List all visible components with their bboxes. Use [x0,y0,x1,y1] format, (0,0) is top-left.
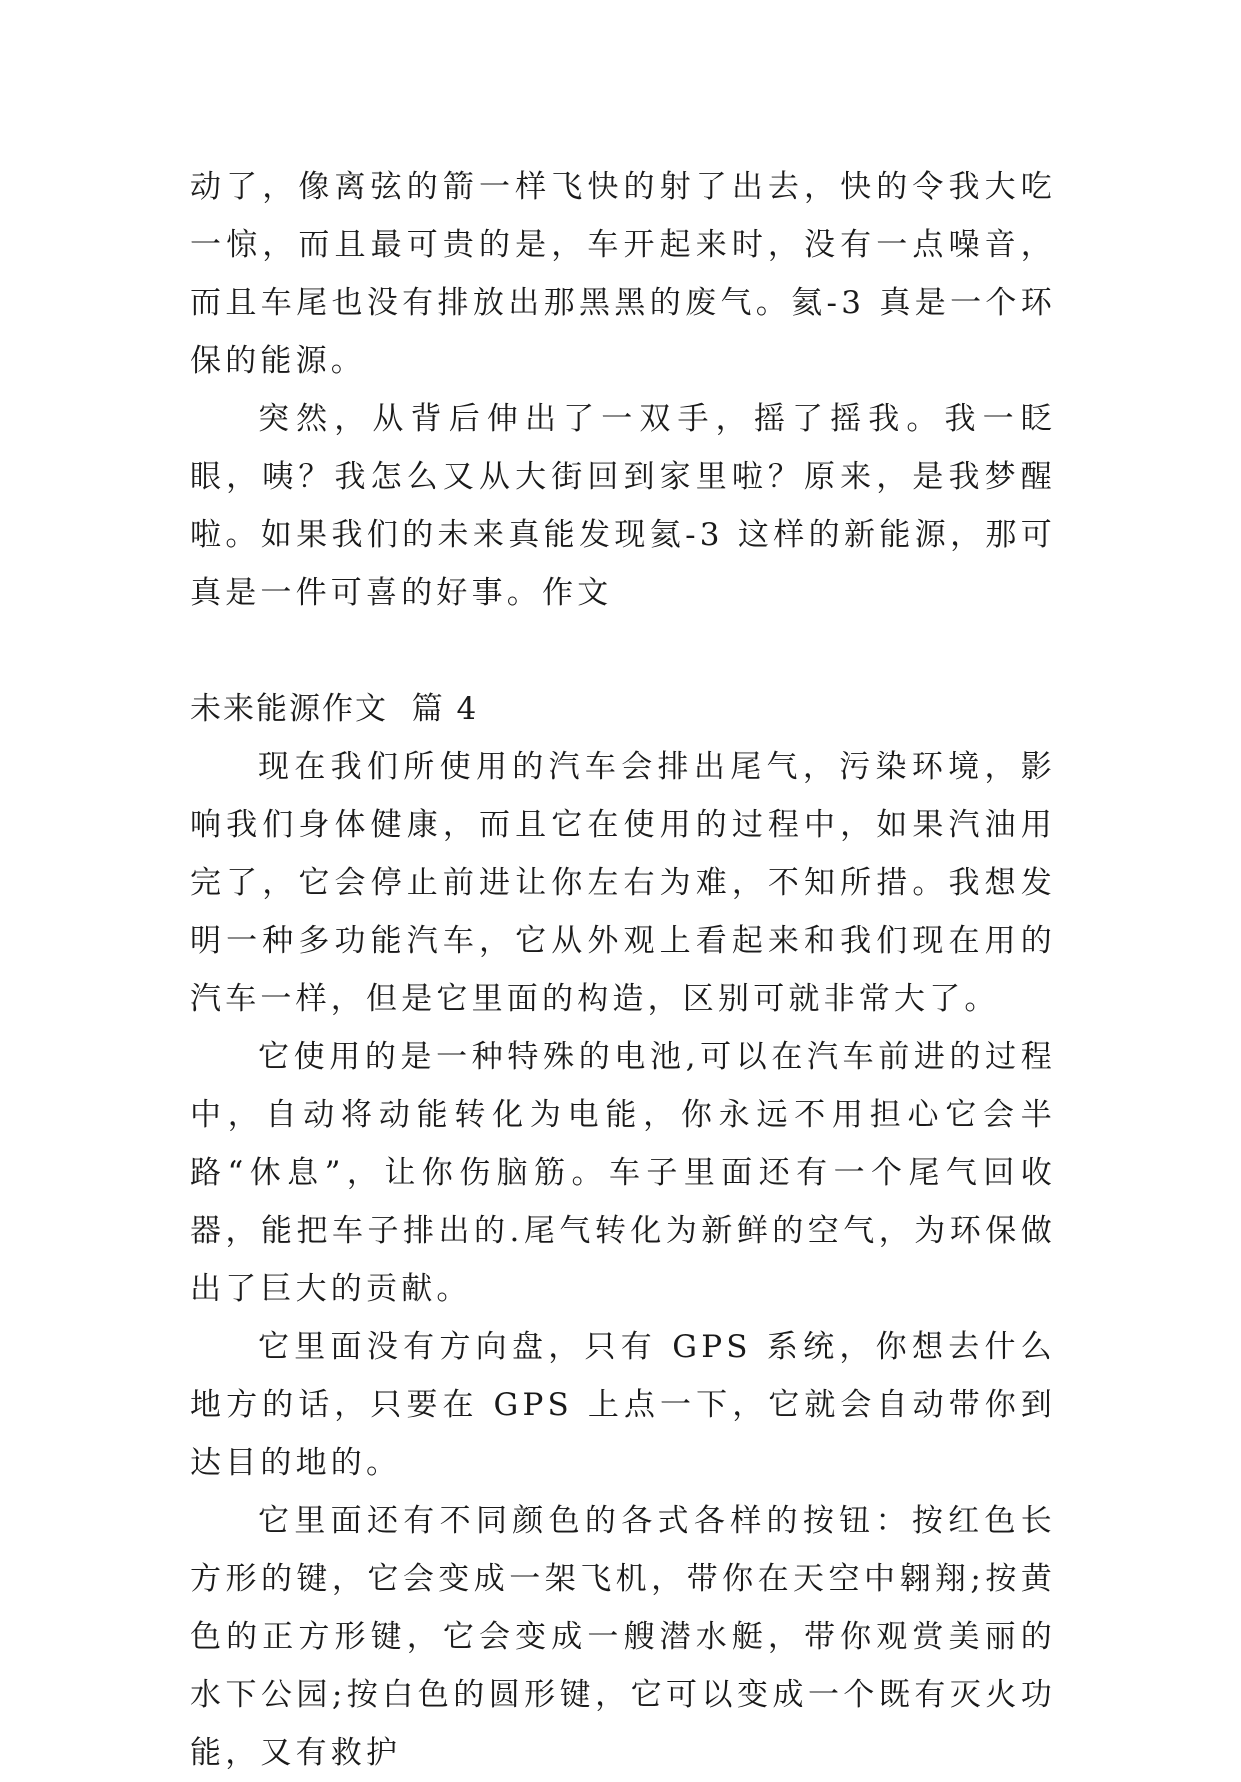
section-title: 未来能源作文 篇 4 [190,691,479,727]
paragraph: 它里面没有方向盘，只有 GPS 系统，你想去什么地方的话，只要在 GPS 上点一下，它就会自动带你到达目的地的。 [190,1329,1056,1481]
paragraph: 它里面还有不同颜色的各式各样的按钮：按红色长方形的键，它会变成一架飞机，带你在天空中翱翔;按黄色的正方形键，它会变成一艘潜水艇，带你观赏美丽的水下公园;按白色的圆形键，它可以变成一个既有灭火功能，又有救护 [190,1503,1056,1771]
paragraph: 动了，像离弦的箭一样飞快的射了出去，快的令我大吃一惊，而且最可贵的是，车开起来时，没有一点噪音，而且车尾也没有排放出那黑黑的废气。氦-3 真是一个环保的能源。 [190,169,1056,379]
paragraph: 它使用的是一种特殊的电池,可以在汽车前进的过程中，自动将动能转化为电能，你永远不用担心它会半路“休息”，让你伤脑筋。车子里面还有一个尾气回收器，能把车子排出的.尾气转化为新鲜的空气，为环保做出了巨大的贡献。 [190,1039,1056,1307]
paragraph: 现在我们所使用的汽车会排出尾气，污染环境，影响我们身体健康，而且它在使用的过程中，如果汽油用完了，它会停止前进让你左右为难，不知所措。我想发明一种多功能汽车，它从外观上看起来和我们现在用的汽车一样，但是它里面的构造，区别可就非常大了。 [190,749,1056,1017]
document-body [190,158,1056,1782]
paragraph: 突然，从背后伸出了一双手，摇了摇我。我一眨眼，咦？我怎么又从大街回到家里啦？原来，是我梦醒啦。如果我们的未来真能发现氦-3 这样的新能源，那可真是一件可喜的好事。作文 [190,401,1056,611]
